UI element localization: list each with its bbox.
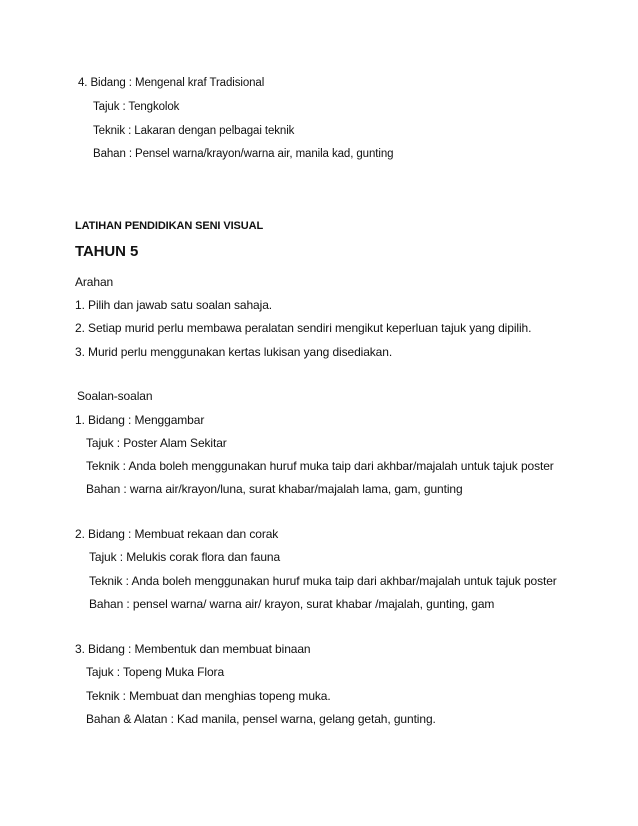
top-bidang: 4. Bidang : Mengenal kraf Tradisional	[78, 77, 265, 89]
document-heading: LATIHAN PENDIDIKAN SENI VISUAL	[75, 220, 264, 232]
top-teknik: Teknik : Lakaran dengan pelbagai teknik	[93, 125, 295, 137]
arahan-item: 2. Setiap murid perlu membawa peralatan sendiri mengikut keperluan tajuk yang dipilih.	[75, 321, 532, 335]
question-3-bidang: 3. Bidang : Membentuk dan membuat binaan	[75, 642, 311, 656]
question-1-bidang: 1. Bidang : Menggambar	[75, 413, 205, 427]
question-1-tajuk: Tajuk : Poster Alam Sekitar	[86, 436, 227, 450]
question-2-bidang: 2. Bidang : Membuat rekaan dan corak	[75, 527, 279, 541]
top-tajuk: Tajuk : Tengkolok	[93, 101, 180, 113]
soalan-title: Soalan-soalan	[77, 389, 153, 403]
year-title: TAHUN 5	[75, 243, 139, 260]
top-bahan: Bahan : Pensel warna/krayon/warna air, manila kad, gunting	[93, 148, 394, 160]
question-2-tajuk: Tajuk : Melukis corak flora dan fauna	[89, 550, 281, 564]
question-1-teknik: Teknik : Anda boleh menggunakan huruf muka taip dari akhbar/majalah untuk tajuk poster	[86, 459, 554, 473]
arahan-item: 3. Murid perlu menggunakan kertas lukisan yang disediakan.	[75, 345, 393, 359]
question-2-bahan: Bahan : pensel warna/ warna air/ krayon, surat khabar /majalah, gunting, gam	[89, 597, 495, 611]
question-3-tajuk: Tajuk : Topeng Muka Flora	[86, 665, 225, 679]
question-1-bahan: Bahan : warna air/krayon/luna, surat khabar/majalah lama, gam, gunting	[86, 482, 463, 496]
question-2-teknik: Teknik : Anda boleh menggunakan huruf muka taip dari akhbar/majalah untuk tajuk poster	[89, 574, 557, 588]
question-3-teknik: Teknik : Membuat dan menghias topeng muka.	[86, 689, 331, 703]
arahan-item: 1. Pilih dan jawab satu soalan sahaja.	[75, 298, 273, 312]
question-3-bahan: Bahan & Alatan : Kad manila, pensel warna, gelang getah, gunting.	[86, 712, 436, 726]
arahan-title: Arahan	[75, 275, 114, 289]
